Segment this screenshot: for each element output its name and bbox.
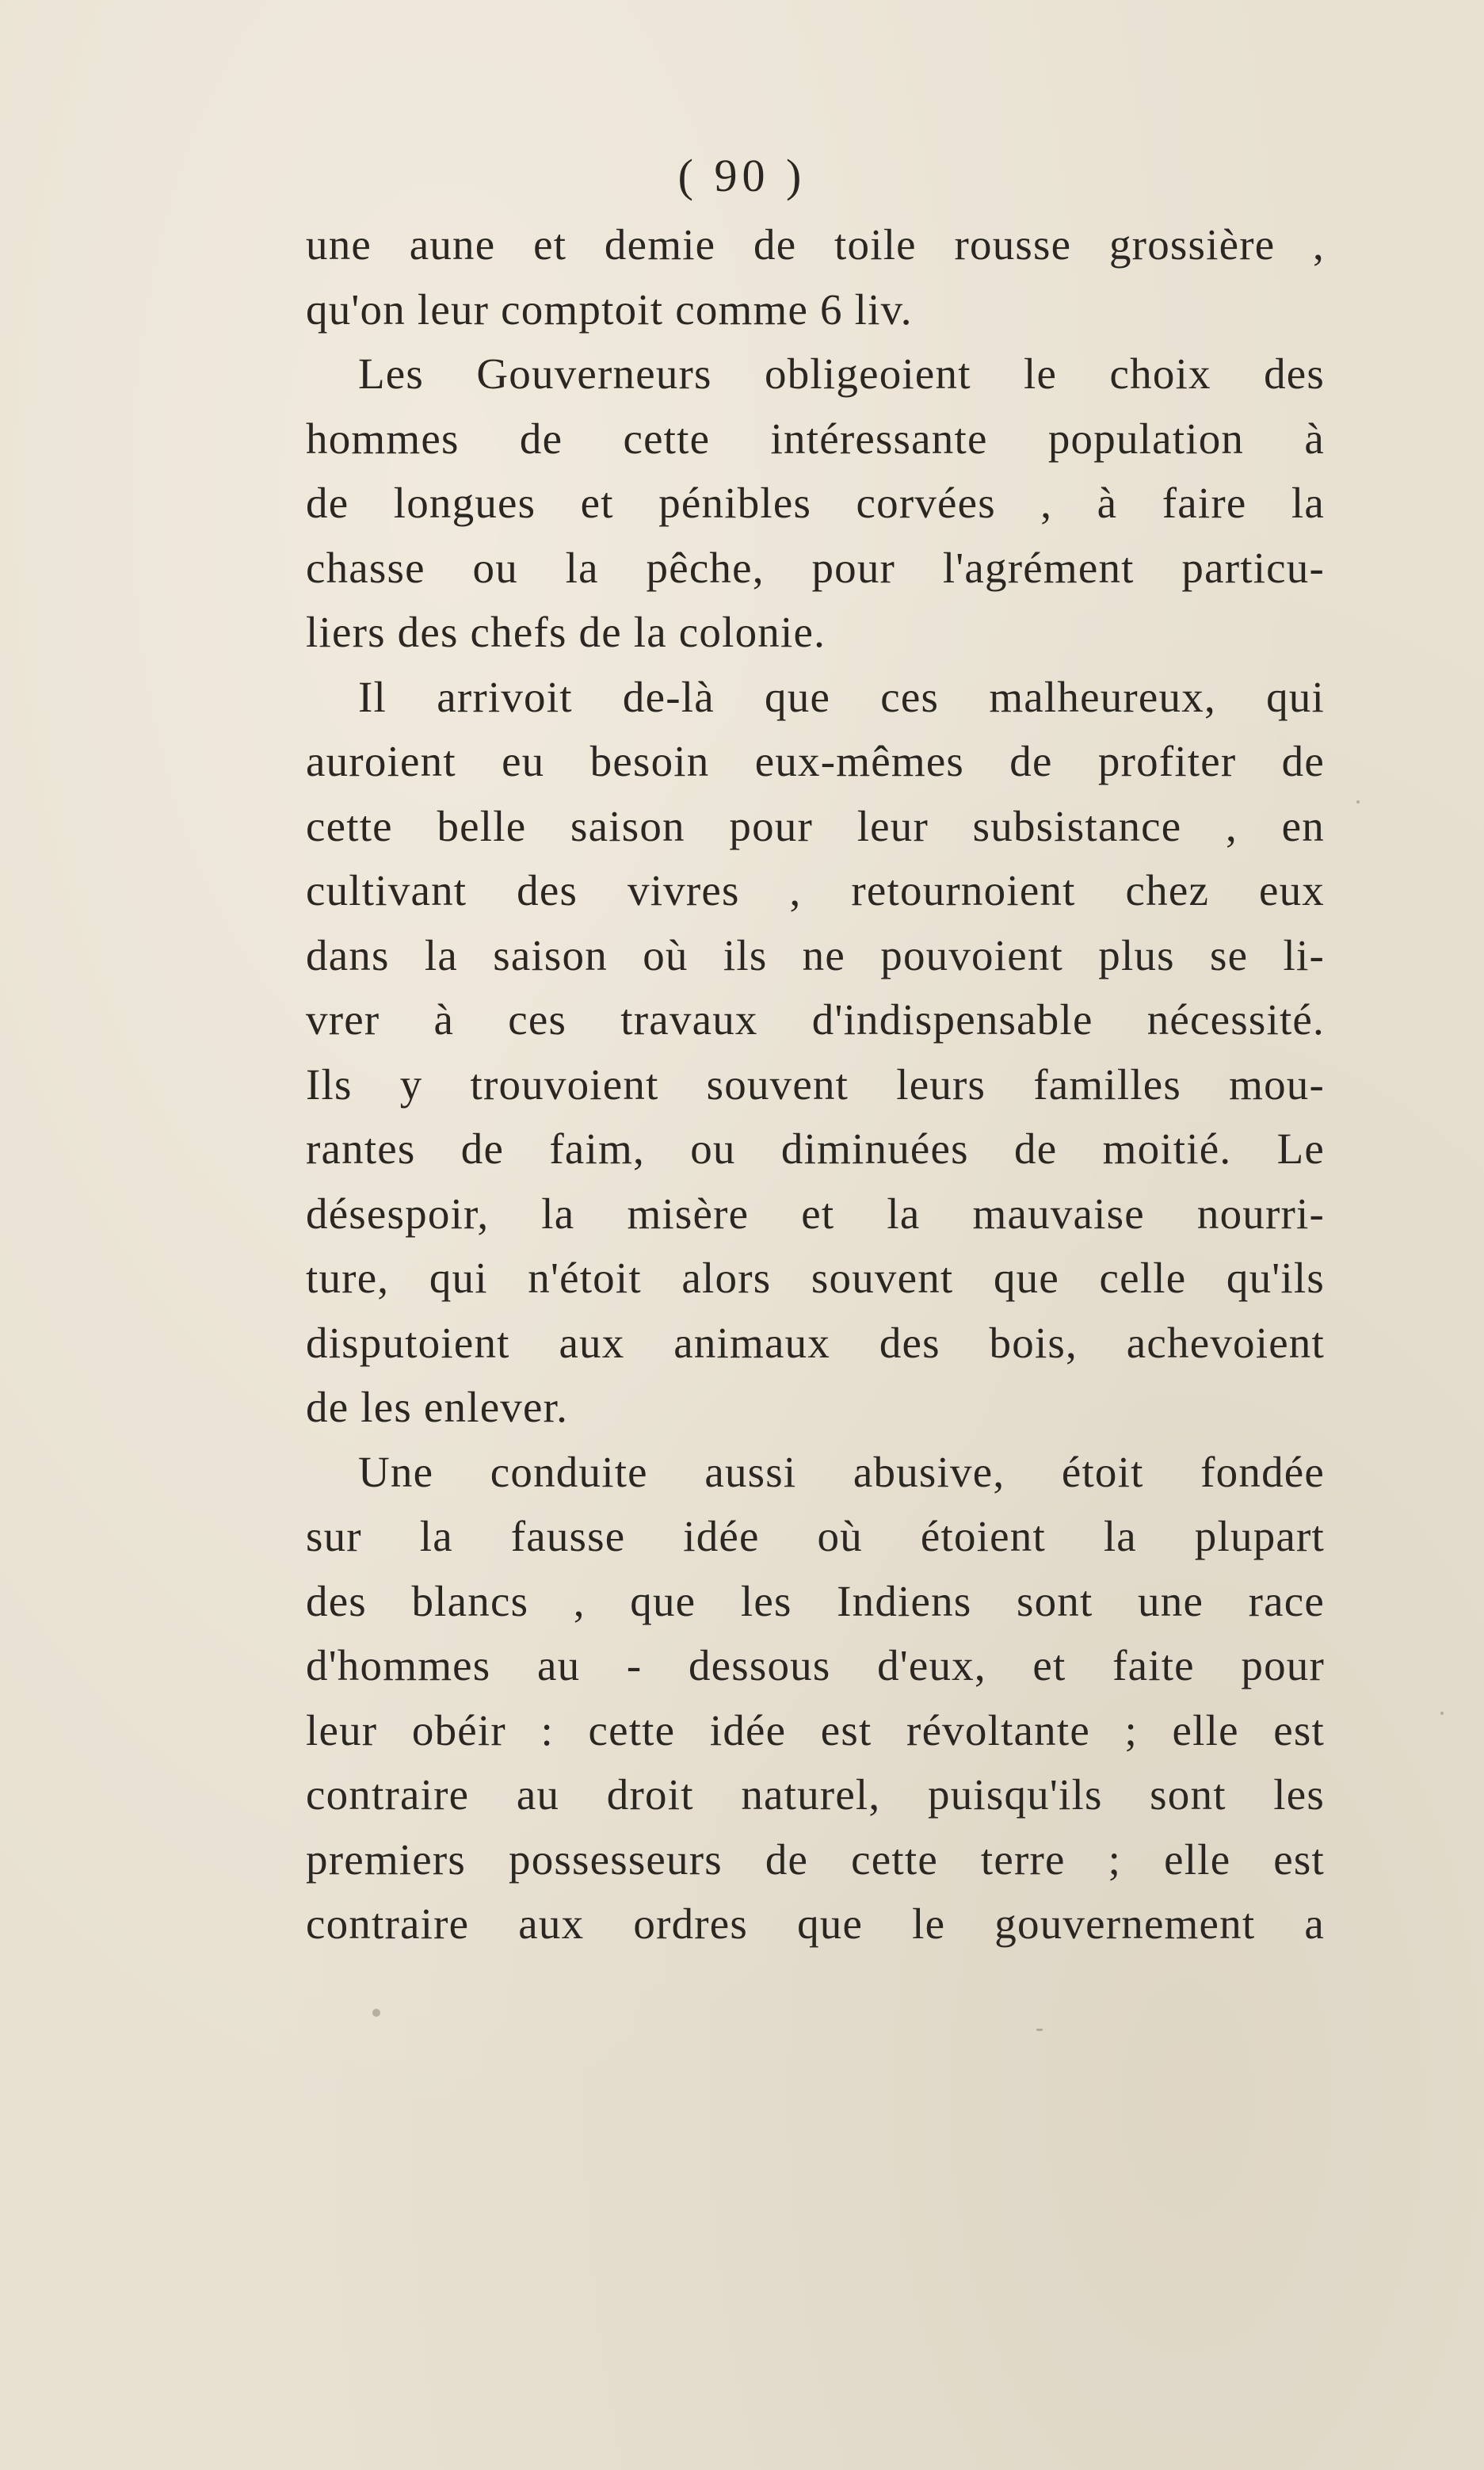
text-line: Une conduite aussi abusive, étoit fondée [358,1447,1325,1496]
text-line: d'hommes au - dessous d'eux, et faite pour [306,1641,1325,1689]
text-line: de longues et pénibles corvées , à faire la [306,479,1325,527]
text-line: dans la saison où ils ne pouvoient plus se li- [306,930,1325,979]
page-number: ( 90 ) [677,150,807,201]
text-line: des blancs , que les Indiens sont une race [306,1576,1325,1625]
text-line: liers des chefs de la colonie. [306,608,826,656]
text-line: de les enlever. [306,1383,569,1431]
text-line: contraire aux ordres que le gouvernement a [306,1899,1325,1948]
text-line: Ils y trouvoient souvent leurs familles mou- [306,1059,1325,1109]
text-line: désespoir, la misère et la mauvaise nourri- [306,1189,1325,1238]
paper-speck [1356,800,1360,804]
text-line: disputoient aux animaux des bois, achevoient [306,1318,1325,1367]
text-line: chasse ou la pêche, pour l'agrément particu- [306,543,1325,592]
text-line: auroient eu besoin eux-mêmes de profiter de [306,737,1325,785]
text-line: leur obéir : cette idée est révoltante ; elle est [306,1705,1325,1754]
text-line: qu'on leur comptoit comme 6 liv. [306,284,913,334]
text-line: premiers possesseurs de cette terre ; elle est [306,1834,1325,1884]
text-line: Les Gouverneurs obligeoient le choix des [358,349,1325,398]
text-line: cette belle saison pour leur subsistance , en [306,801,1325,850]
text-line: vrer à ces travaux d'indispensable nécessité. [306,995,1325,1044]
text-line: une aune et demie de toile rousse grossière , [306,220,1325,269]
paper-speck [372,2009,380,2017]
text-line: ture, qui n'étoit alors souvent que celle qu'ils [306,1254,1325,1302]
text-line: sur la fausse idée où étoient la plupart [306,1512,1325,1560]
text-line: hommes de cette intéressante population à [306,414,1325,463]
text-line: cultivant des vivres , retournoient chez eux [306,866,1325,914]
text-line: rantes de faim, ou diminuées de moitié. Le [306,1124,1325,1173]
text-line: Il arrivoit de-là que ces malheureux, qui [358,672,1325,721]
paper-speck [1036,2029,1043,2031]
paper-speck [1440,1712,1444,1715]
body-text [306,212,1325,1957]
text-line: contraire au droit naturel, puisqu'ils sont les [306,1770,1325,1819]
